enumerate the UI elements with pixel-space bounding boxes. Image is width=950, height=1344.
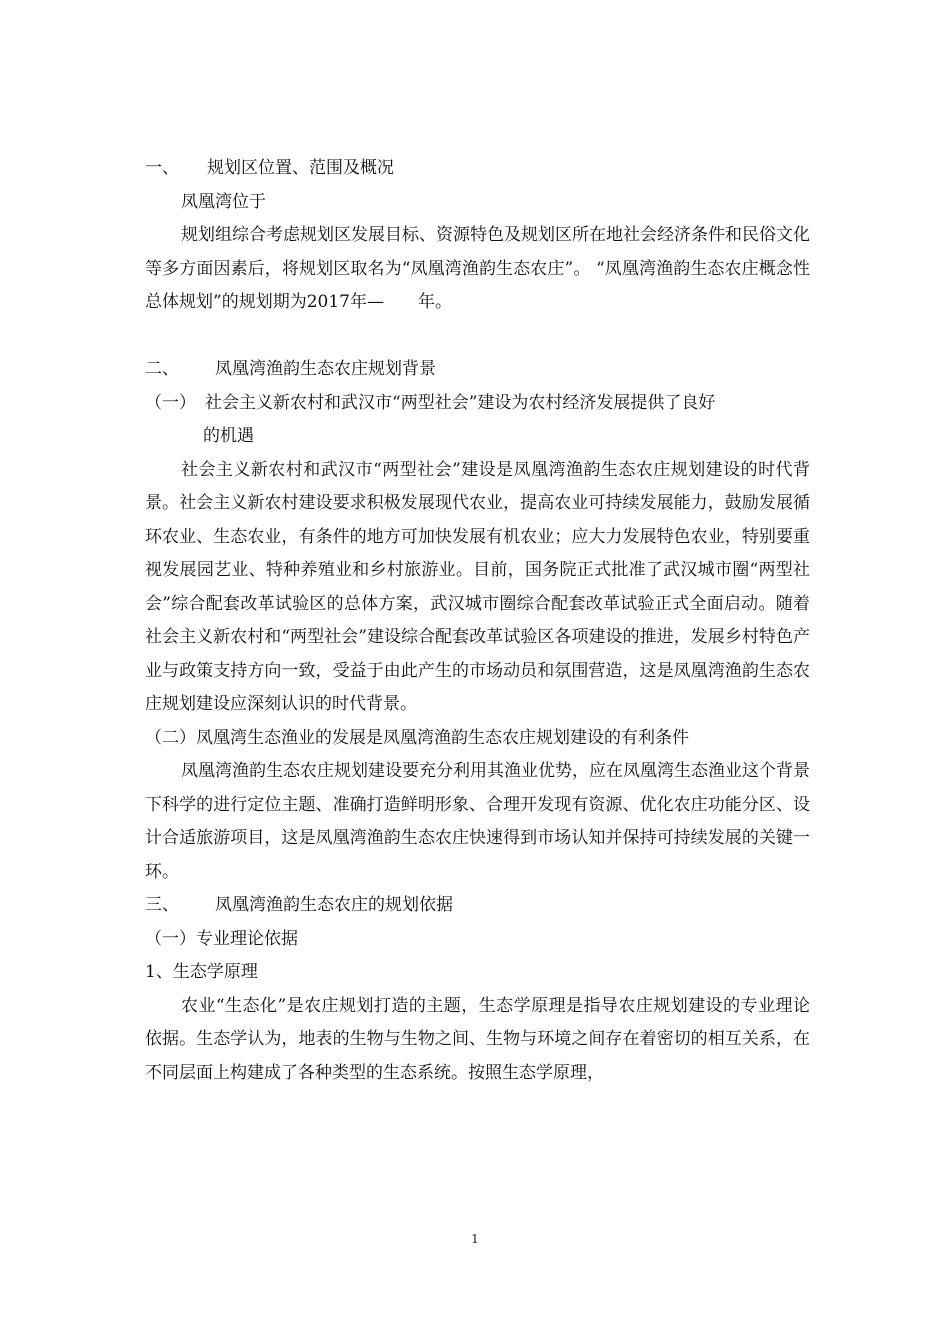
section-number: 二、 xyxy=(145,359,179,379)
section-3-heading xyxy=(145,889,810,923)
subsection-title: 社会主义新农村和武汉市“两型社会”建设为农村经济发展提供了良好 xyxy=(205,392,716,413)
section-1-heading xyxy=(145,152,810,186)
page-number: 1 xyxy=(471,1232,479,1246)
list-item-heading: 1、生态学原理 xyxy=(145,962,258,982)
blank-line xyxy=(145,320,810,354)
section-title: 凤凰湾渔韵生态农庄规划背景 xyxy=(215,359,436,379)
paragraph: 凤凰湾渔韵生态农庄规划建设要充分利用其渔业优势，应在凤凰湾生态渔业这个背景下科学的进行定位主题、准确打造鲜明形象、合理开发现有资源、优化农庄功能分区、设计合适旅游项目，这是凤凰湾渔韵生态农庄快速得到市场认知并保持可持续发展的关键一环。 xyxy=(145,761,810,882)
paragraph: 社会主义新农村和武汉市“两型社会”建设是凤凰湾渔韵生态农庄规划建设的时代背景。社会主义新农村建设要求积极发展现代农业，提高农业可持续发展能力，鼓励发展循环农业、生态农业，有条件的地方可加快发展有机农业；应大力发展特色农业，特别要重视发展园艺业、特种养殖业和乡村旅游业。目前，国务院正式批准了武汉城市圈“两型社会”综合配套改革试验区的总体方案，武汉城市圈综合配套改革试验正式全面启动。随着社会主义新农村和“两型社会”建设综合配套改革试验区各项建设的推进，发展乡村特色产业与政策支持方向一致，受益于由此产生的市场动员和氛围营造，这是凤凰湾渔韵生态农庄规划建设应深刻认识的时代背景。 xyxy=(145,459,810,714)
section-title: 规划区位置、范围及概况 xyxy=(207,158,394,178)
subsection-number: （一） xyxy=(145,392,196,413)
subsection-title-continued: 的机遇 xyxy=(203,426,254,446)
subsection-heading xyxy=(145,387,810,421)
paragraph: 凤凰湾位于 xyxy=(181,191,266,212)
section-number: 三、 xyxy=(145,895,179,915)
subsection-heading: （二）凤凰湾生态渔业的发展是凤凰湾渔韵生态农庄规划建设的有利条件 xyxy=(145,727,689,748)
section-title: 凤凰湾渔韵生态农庄的规划依据 xyxy=(215,895,453,915)
paragraph: 规划组综合考虑规划区发展目标、资源特色及规划区所在地社会经济条件和民俗文化等多方面因素后，将规划区取名为“凤凰湾渔韵生态农庄”。 “凤凰湾渔韵生态农庄概念性总体规划”的规划期为2017年— 年。 xyxy=(145,225,810,312)
section-2-heading xyxy=(145,353,810,387)
document-body xyxy=(145,152,810,1090)
subsection-heading: （一）专业理论依据 xyxy=(145,928,298,949)
paragraph: 农业“生态化”是农庄规划打造的主题，生态学原理是指导农庄规划建设的专业理论依据。生态学认为，地表的生物与生物之间、生物与环境之间存在着密切的相互关系，在不同层面上构建成了各种类型的生态系统。按照生态学原理， xyxy=(145,995,810,1083)
section-number: 一、 xyxy=(145,158,179,178)
